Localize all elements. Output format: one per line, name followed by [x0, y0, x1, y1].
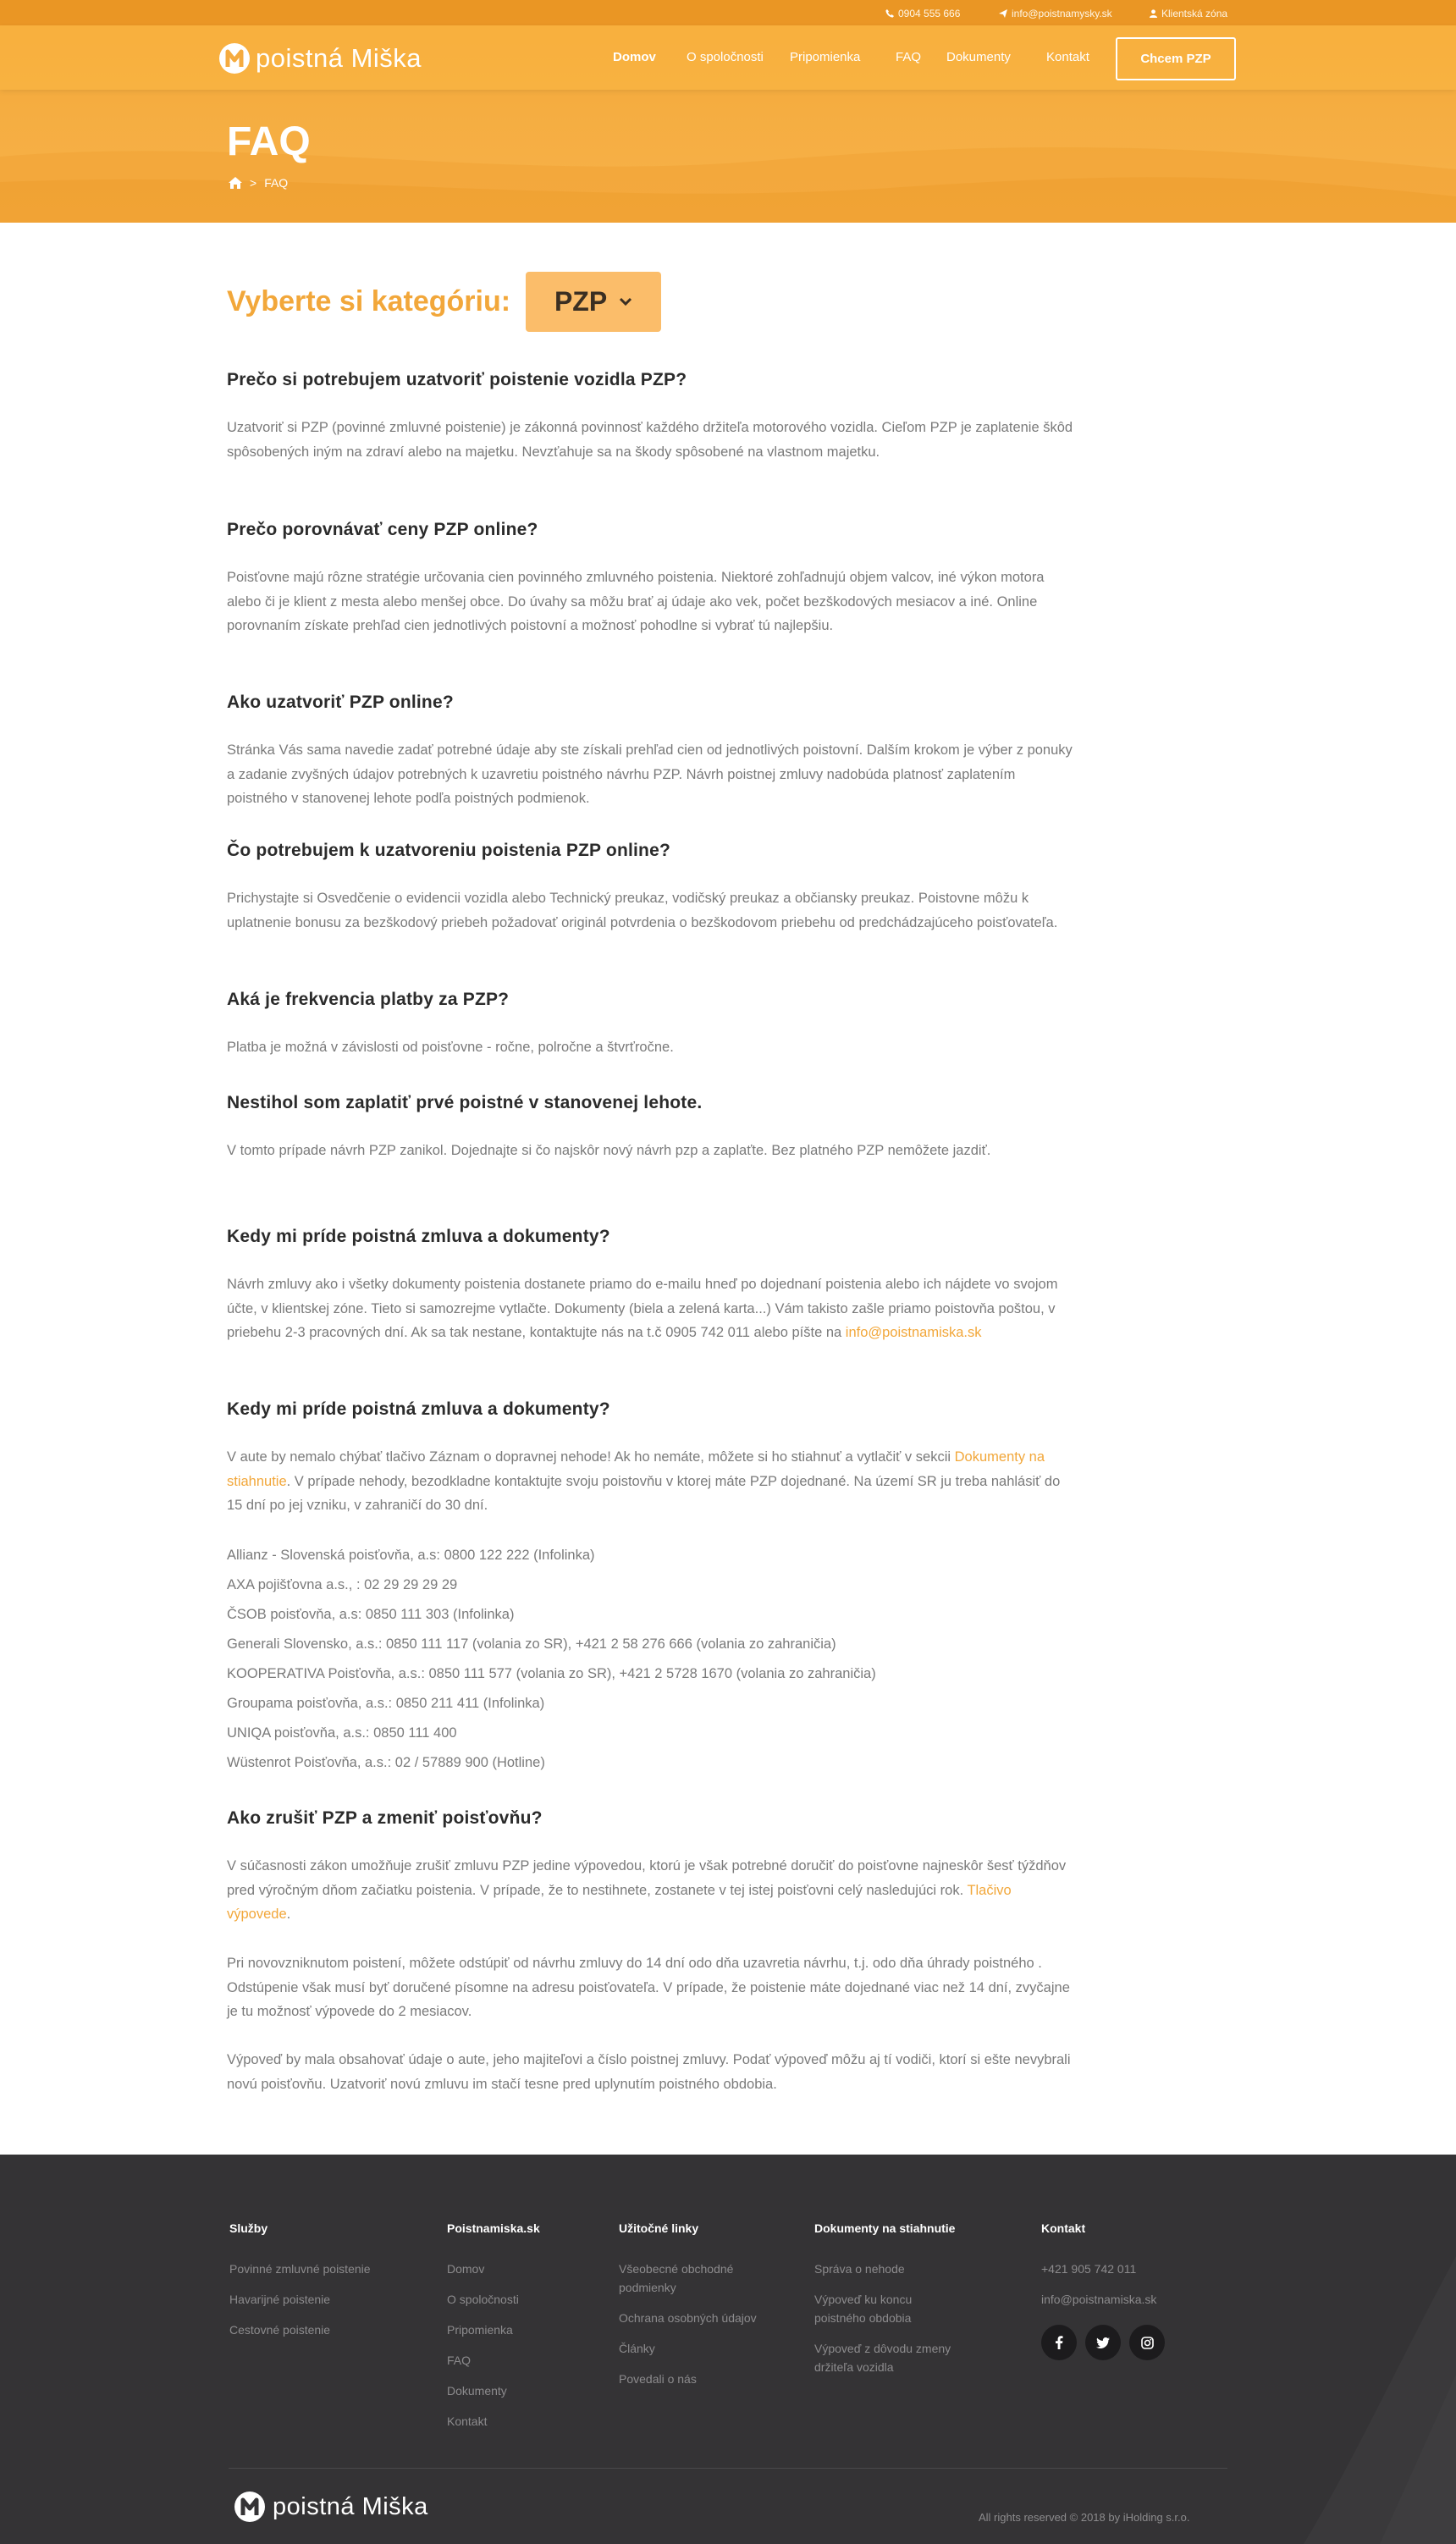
- breadcrumb-separator: >: [250, 176, 257, 190]
- footer-useful-title: Užitočné linky: [619, 2221, 699, 2235]
- faq-answer: V tomto prípade návrh PZP zanikol. Dojednajte si čo najskôr nový návrh pzp a zaplaťte. Bez platného PZP nemôžete jazdiť.: [227, 1143, 991, 1158]
- breadcrumb-current: FAQ: [264, 176, 289, 190]
- footer-phone[interactable]: +421 905 742 011: [1041, 2262, 1137, 2276]
- faq-answer-text: .: [286, 1907, 291, 1922]
- insurer-contact: Allianz - Slovenská poisťovňa, a.s: 0800 122 222 (Infolinka): [227, 1548, 595, 1563]
- footer-link[interactable]: Domov: [447, 2262, 485, 2276]
- header-hero: [0, 0, 1456, 223]
- footer-link[interactable]: FAQ: [447, 2354, 472, 2367]
- faq-answer: Výpoveď by mala obsahovať údaje o aute, jeho majiteľovi a číslo poistnej zmluvy. Podať výpoveď môžu aj tí vodiči, ktorí si ešte nevybrali novú poisťovňu. Uzatvoriť novú zmluvu im stačí tesne pred uplynutím poistného obdobia.: [227, 2052, 1071, 2092]
- footer-link[interactable]: Výpoveď z dôvodu zmeny držiteľa vozidla: [814, 2342, 951, 2374]
- instagram-icon: [1141, 2337, 1154, 2349]
- nav-contact[interactable]: Kontakt: [1046, 50, 1089, 64]
- documents-link[interactable]: Dokumenty na stiahnutie: [227, 1449, 1045, 1489]
- footer-link[interactable]: Správa o nehode: [814, 2262, 905, 2276]
- faq-answer: Uzatvoriť si PZP (povinné zmluvné poistenie) je zákonná povinnosť každého držiteľa motorového vozidla. Cieľom PZP je zaplatenie škôd spôsobených iným na zdraví alebo na majetku. Nevzťahuje sa na škody spôsobené na vlastnom majetku.: [227, 420, 1073, 460]
- footer-downloads-title: Dokumenty na stiahnutie: [814, 2221, 956, 2235]
- faq-answer: Poisťovne majú rôzne stratégie určovania cien povinného zmluvného poistenia. Niektoré zohľadnujú objem valcov, iné výkon motora alebo či je klient z mesta alebo menšej obce. Do úvahy sa môžu brať aj údaje ako vek, počet bezškodových mesiacov a iné. Online porovnaním získate prehľad cien jednotlivých poistovní a možnosť pohodlne si vybrať tú najlepšiu.: [227, 570, 1045, 633]
- top-info-bar: [0, 0, 1456, 25]
- nav-reminder[interactable]: Pripomienka: [790, 50, 861, 64]
- footer-divider: [229, 2468, 1227, 2469]
- client-zone-text: Klientská zóna: [1161, 8, 1228, 19]
- faq-question: Kedy mi príde poistná zmluva a dokumenty?: [227, 1399, 610, 1419]
- footer-contact-title: Kontakt: [1041, 2221, 1086, 2235]
- footer-link[interactable]: Kontakt: [447, 2414, 488, 2428]
- footer-decoration: [1185, 2155, 1456, 2544]
- faq-answer: Platba je možná v závislosti od poisťovne - ročne, polročne a štvrťročne.: [227, 1040, 674, 1055]
- footer-logo[interactable]: [234, 2491, 428, 2523]
- user-icon: [1150, 9, 1157, 18]
- faq-answer: [227, 1854, 1073, 1927]
- faq-question: Ako zrušiť PZP a zmeniť poisťovňu?: [227, 1808, 543, 1828]
- nav-documents[interactable]: Dokumenty: [946, 50, 1011, 64]
- chevron-down-icon: [619, 297, 632, 306]
- footer-link[interactable]: Výpoveď ku koncu poistného obdobia: [814, 2293, 913, 2325]
- faq-question: Čo potrebujem k uzatvoreniu poistenia PZP online?: [227, 841, 670, 860]
- logo-text: poistná Miška: [256, 43, 422, 73]
- facebook-icon: [1055, 2336, 1063, 2349]
- footer-link[interactable]: Články: [619, 2342, 655, 2355]
- footer-site-title: Poistnamiska.sk: [447, 2221, 540, 2235]
- footer-link[interactable]: Povinné zmluvné poistenie: [229, 2262, 371, 2276]
- faq-question: Kedy mi príde poistná zmluva a dokumenty?: [227, 1227, 610, 1246]
- category-selector-row: [227, 272, 661, 332]
- email-link[interactable]: info@poistnamiska.sk: [845, 1325, 982, 1340]
- footer-email[interactable]: info@poistnamiska.sk: [1041, 2293, 1157, 2306]
- category-select[interactable]: [526, 272, 661, 332]
- insurer-contact: ČSOB poisťovňa, a.s: 0850 111 303 (Infolinka): [227, 1607, 515, 1622]
- insurer-contact: Generali Slovensko, a.s.: 0850 111 117 (volania zo SR), +421 2 58 276 666 (volania zo zahraničia): [227, 1636, 836, 1652]
- facebook-button[interactable]: [1041, 2325, 1077, 2360]
- phone-icon: [885, 9, 894, 18]
- footer-link[interactable]: Ochrana osobných údajov: [619, 2311, 757, 2325]
- twitter-icon: [1096, 2337, 1110, 2348]
- faq-answer: Prichystajte si Osvedčenie o evidencii vozidla alebo Technický preukaz, vodičský preukaz a občiansky preukaz. Poistovne môžu k uplatnenie bonusu za bezškodový priebeh požadovať originál potvrdenia o bezškodovom priebehu od predchádzajúceho poisťovateľa.: [227, 891, 1058, 930]
- send-icon: [999, 9, 1007, 18]
- faq-answer: [227, 1272, 1073, 1345]
- faq-answer: Stránka Vás sama navedie zadať potrebné údaje aby ste získali prehľad cien od jednotlivých poistovní. Dalším krokom je výber z ponuky a zadanie zvyšných údajov potrebných k uzavretiu poistného návrhu PZP. Návrh poistnej zmluvy nadobúda platnosť zaplatením poistného v stanovenej lehote podľa poistných podmienok.: [227, 742, 1073, 806]
- faq-answer-text: Návrh zmluvy ako i všetky dokumenty poistenia dostanete priamo do e-mailu hneď po dojednaní poistenia alebo ich nájdete vo svojom účte, v klientskej zóne. Tieto si samozrejme vytlačte. Dokumenty (biela a zelená karta...) Vám takisto zašle priamo poistovňa poštou, v priebehu 2-3 pracovných dní. Ak sa tak nestane, kontaktujte nás na t.č 0905 742 011 alebo píšte na: [227, 1277, 1058, 1340]
- breadcrumb: [229, 176, 288, 190]
- top-phone[interactable]: [885, 8, 960, 19]
- footer-link[interactable]: O spoločnosti: [447, 2293, 519, 2306]
- instagram-button[interactable]: [1129, 2325, 1165, 2360]
- cta-button[interactable]: Chcem PZP: [1116, 37, 1236, 80]
- faq-question: Prečo porovnávať ceny PZP online?: [227, 520, 538, 539]
- logo-mark-icon: [218, 42, 251, 74]
- logo-mark-icon: [234, 2491, 266, 2523]
- insurer-contact: AXA pojišťovna a.s., : 02 29 29 29 29: [227, 1577, 458, 1592]
- footer-link[interactable]: Všeobecné obchodné podmienky: [619, 2262, 734, 2294]
- insurer-contact: Wüstenrot Poisťovňa, a.s.: 02 / 57889 900 (Hotline): [227, 1755, 545, 1770]
- insurer-contact: Groupama poisťovňa, a.s.: 0850 211 411 (Infolinka): [227, 1696, 545, 1711]
- nav-home[interactable]: Domov: [613, 50, 656, 64]
- faq-question: Ako uzatvoriť PZP online?: [227, 693, 454, 712]
- footer-link[interactable]: Cestovné poistenie: [229, 2323, 331, 2337]
- faq-answer-text: V aute by nemalo chýbať tlačivo Záznam o dopravnej nehode! Ak ho nemáte, môžete si ho stiahnuť a vytlačiť v sekcii: [227, 1449, 955, 1465]
- top-email-text: info@poistnamysky.sk: [1012, 8, 1112, 19]
- nav-faq[interactable]: FAQ: [896, 50, 922, 64]
- faq-answer: [227, 1445, 1073, 1518]
- top-email[interactable]: [999, 8, 1112, 19]
- top-client-zone[interactable]: [1150, 8, 1227, 19]
- home-icon[interactable]: [229, 177, 242, 189]
- copyright: All rights reserved © 2018 by iHolding s.r.o.: [979, 2511, 1190, 2524]
- page-title: FAQ: [227, 119, 311, 164]
- faq-question: Nestihol som zaplatiť prvé poistné v stanovenej lehote.: [227, 1093, 703, 1112]
- footer-link[interactable]: Dokumenty: [447, 2384, 507, 2398]
- cancellation-form-link[interactable]: Tlačivo výpovede: [227, 1882, 1012, 1922]
- twitter-button[interactable]: [1085, 2325, 1121, 2360]
- faq-answer-text: V súčasnosti zákon umožňuje zrušiť zmluvu PZP jedine výpovedou, ktorú je však potrebné doručiť do poisťovne najneskôr šesť týždňov pred výročným dňom začiatku poistenia. V prípade, že to nestihnete, zostanete v tej istej poisťovni celý nasledujúci rok.: [227, 1858, 1067, 1898]
- category-selected-value: PZP: [554, 286, 608, 317]
- category-label: Vyberte si kategóriu:: [227, 285, 511, 317]
- footer-services-title: Služby: [229, 2221, 268, 2235]
- faq-question: Prečo si potrebujem uzatvoriť poistenie vozidla PZP?: [227, 370, 687, 389]
- faq-answer: Pri novovzniknutom poistení, môžete odstúpiť od návrhu zmluvy do 14 dní odo dňa uzavretia návrhu, t.j. odo dňa úhrady poistného . Odstúpenie však musí byť doručené písomne na adresu poisťovateľa. V prípade, že poistenie máte dojednané viac než 14 dní, zvyčajne je tu možnosť výpovede do 2 mesiacov.: [227, 1956, 1070, 2019]
- footer-logo-text: poistná Miška: [273, 2492, 428, 2520]
- footer-link[interactable]: Povedali o nás: [619, 2372, 697, 2386]
- top-phone-text: 0904 555 666: [898, 8, 961, 19]
- site-logo[interactable]: [218, 42, 422, 74]
- faq-answer-text: . V prípade nehody, bezodkladne kontaktujte svoju poistovňu v ktorej máte PZP dojednané. Na území SR ju treba nahlásiť do 15 dní po jej vzniku, v zahraničí do 30 dní.: [227, 1473, 1061, 1513]
- insurer-contact: KOOPERATIVA Poisťovňa, a.s.: 0850 111 577 (volania zo SR), +421 2 5728 1670 (volania zo zahraničia): [227, 1666, 876, 1681]
- nav-about[interactable]: O spoločnosti: [687, 50, 764, 64]
- site-footer: [0, 2155, 1456, 2544]
- faq-question: Aká je frekvencia platby za PZP?: [227, 990, 510, 1009]
- footer-link[interactable]: Havarijné poistenie: [229, 2293, 331, 2306]
- insurer-contact: UNIQA poisťovňa, a.s.: 0850 111 400: [227, 1725, 457, 1741]
- footer-link[interactable]: Pripomienka: [447, 2323, 513, 2337]
